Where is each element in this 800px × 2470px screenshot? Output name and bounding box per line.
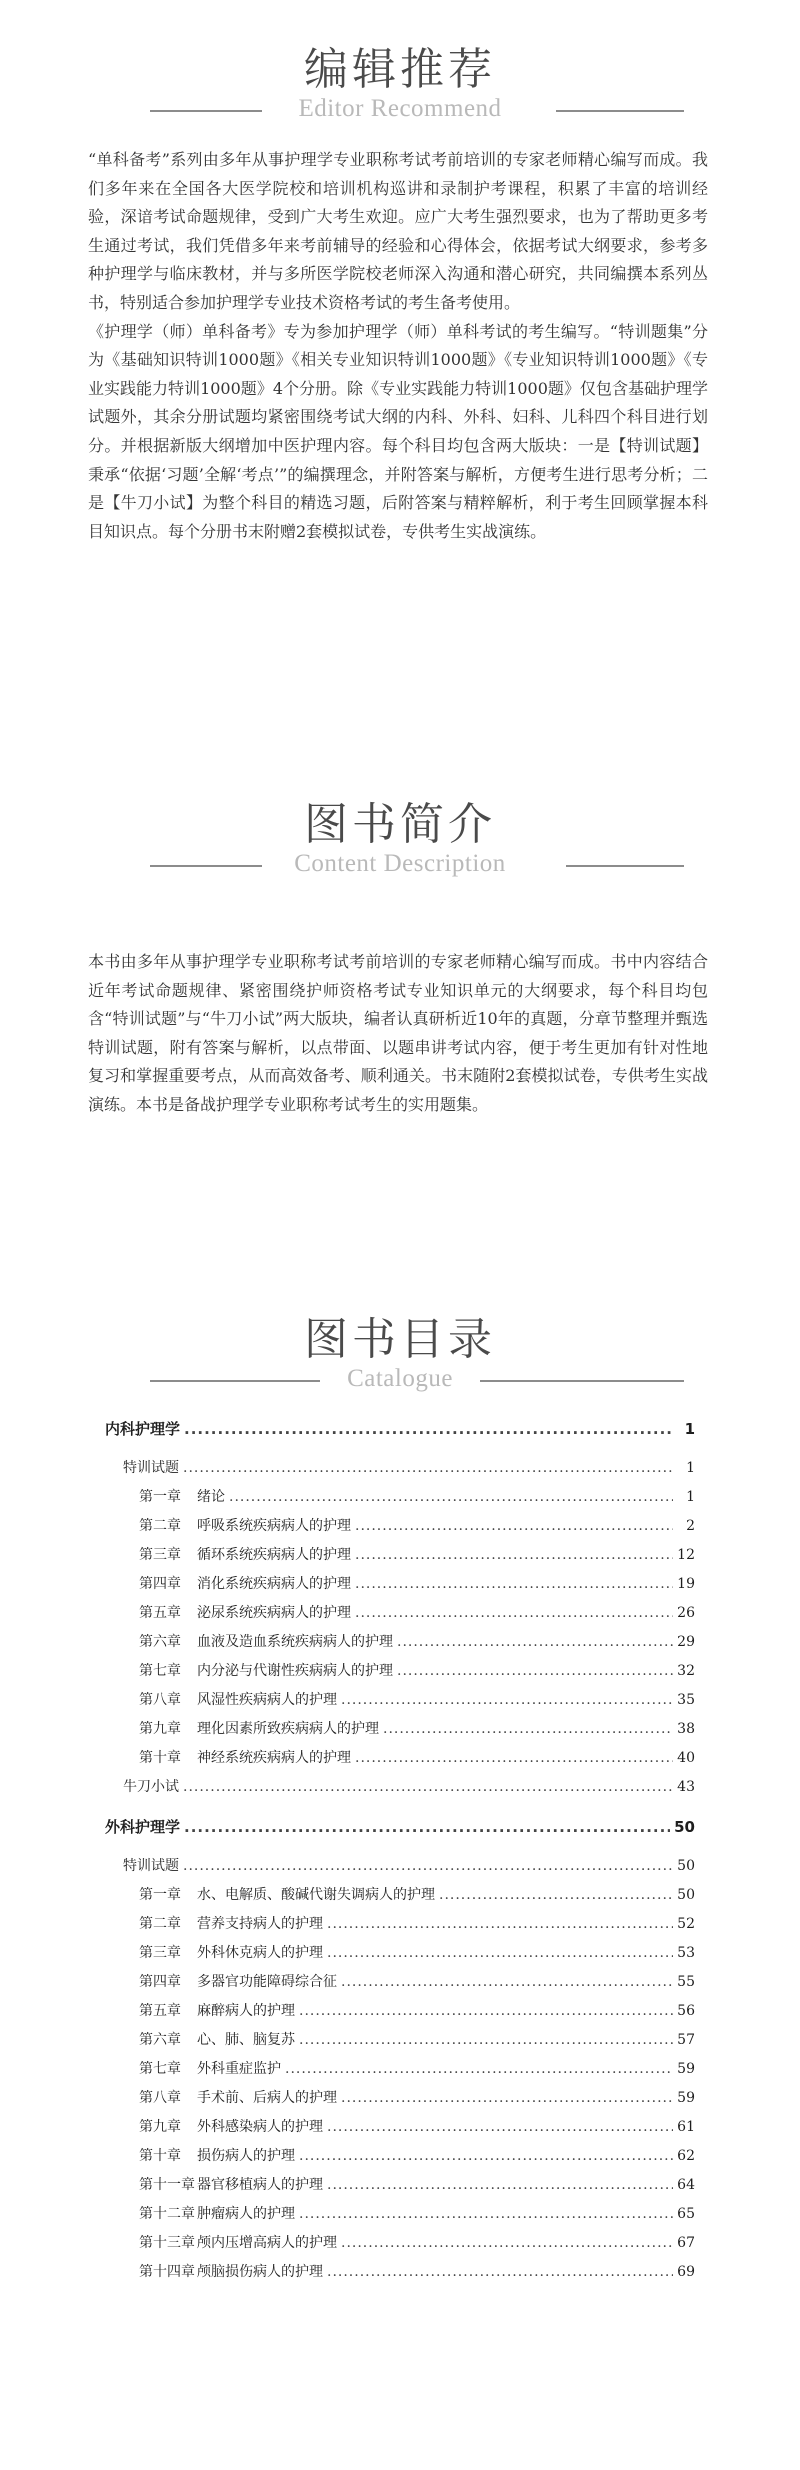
toc-chapter[interactable] xyxy=(105,1657,695,1686)
toc-chapter[interactable] xyxy=(105,1686,695,1715)
toc-page-number: 26 xyxy=(677,1605,695,1621)
toc-page-number: 55 xyxy=(677,1974,695,1990)
toc-chapter-number: 第七章 xyxy=(139,2061,181,2077)
toc-chapter-number: 第十一章 xyxy=(139,2177,195,2193)
toc-chapter[interactable] xyxy=(105,1541,695,1570)
toc-page-number: 50 xyxy=(674,1818,695,1836)
toc-leader xyxy=(183,1773,673,1802)
divider-line-right xyxy=(566,865,684,867)
toc-chapter-title: 循环系统疾病病人的护理 xyxy=(197,1547,351,1563)
toc-chapter-number: 第十章 xyxy=(139,1750,181,1766)
toc-chapter[interactable] xyxy=(105,1997,695,2026)
toc-chapter-number: 第二章 xyxy=(139,1916,181,1932)
editor-recommend-title: 编辑推荐 xyxy=(304,44,496,95)
content-paragraph: 本书由多年从事护理学专业职称考试考前培训的专家老师精心编写而成。书中内容结合近年考试命题规律、紧密围绕护师资格考试专业知识单元的大纲要求，每个科目均包含“特训试题”与“牛刀小试”两大版块，编者认真研析近10年的真题，分章节整理并甄选特训试题，附有答案与解析，以点带面、以题串讲考试内容，便于考生更加有针对性地复习和掌握重要考点，从而高效备考、顺利通关。书末随附2套模拟试卷，专供考生实战演练。本书是备战护理学专业职称考试考生的实用题集。 xyxy=(88,952,708,1114)
toc-leader xyxy=(327,1910,673,1939)
editor-recommend-header xyxy=(0,40,800,150)
toc-section[interactable] xyxy=(105,1454,695,1483)
toc-leader xyxy=(327,2258,673,2287)
toc-chapter-title: 理化因素所致疾病病人的护理 xyxy=(197,1721,379,1737)
toc-leader xyxy=(383,1715,673,1744)
toc-chapter-number: 第一章 xyxy=(139,1489,181,1505)
toc-chapter-number: 第八章 xyxy=(139,2090,181,2106)
toc-chapter[interactable] xyxy=(105,2229,695,2258)
toc-page-number: 50 xyxy=(677,1887,695,1903)
toc-leader xyxy=(299,2142,673,2171)
toc-chapter-title: 外科重症监护 xyxy=(197,2061,281,2077)
toc-chapter-title: 手术前、后病人的护理 xyxy=(197,2090,337,2106)
toc-chapter[interactable] xyxy=(105,2171,695,2200)
toc-page-number: 62 xyxy=(677,2148,695,2164)
toc-leader xyxy=(285,2055,673,2084)
toc-page-number: 35 xyxy=(677,1692,695,1708)
toc-page-number: 59 xyxy=(677,2090,695,2106)
toc-chapter-title: 器官移植病人的护理 xyxy=(197,2177,323,2193)
toc-chapter-title: 损伤病人的护理 xyxy=(197,2148,295,2164)
toc-chapter[interactable] xyxy=(105,1570,695,1599)
toc-chapter[interactable] xyxy=(105,1968,695,1997)
toc-chapter[interactable] xyxy=(105,2055,695,2084)
toc-chapter-number: 第九章 xyxy=(139,1721,181,1737)
toc-leader xyxy=(355,1541,673,1570)
toc-chapter-title: 颅内压增高病人的护理 xyxy=(197,2235,337,2251)
toc-leader xyxy=(327,2171,673,2200)
toc-chapter[interactable] xyxy=(105,1599,695,1628)
toc-leader xyxy=(355,1512,673,1541)
toc-chapter-title: 神经系统疾病病人的护理 xyxy=(197,1750,351,1766)
toc-chapter-title: 心、肺、脑复苏 xyxy=(197,2032,295,2048)
toc-chapter-number: 第十四章 xyxy=(139,2264,195,2280)
toc-chapter[interactable] xyxy=(105,1910,695,1939)
toc-chapter[interactable] xyxy=(105,1939,695,1968)
toc-page-number: 40 xyxy=(677,1750,695,1766)
toc-page-number: 64 xyxy=(677,2177,695,2193)
toc-page-number: 67 xyxy=(677,2235,695,2251)
toc-chapter[interactable] xyxy=(105,2026,695,2055)
toc-chapter[interactable] xyxy=(105,1483,695,1512)
toc-chapter-title: 营养支持病人的护理 xyxy=(197,1916,323,1932)
toc-page-number: 32 xyxy=(677,1663,695,1679)
toc-chapter-number: 第四章 xyxy=(139,1576,181,1592)
toc-chapter[interactable] xyxy=(105,2200,695,2229)
toc-chapter-number: 第十章 xyxy=(139,2148,181,2164)
toc-chapter-title: 血液及造血系统疾病病人的护理 xyxy=(197,1634,393,1650)
toc-page-number: 52 xyxy=(677,1916,695,1932)
toc-chapter[interactable] xyxy=(105,1512,695,1541)
toc-page-number: 57 xyxy=(677,2032,695,2048)
toc-chapter-number: 第十三章 xyxy=(139,2235,195,2251)
toc-chapter[interactable] xyxy=(105,2084,695,2113)
toc-section[interactable] xyxy=(105,1773,695,1802)
divider-line-left xyxy=(150,865,262,867)
toc-chapter-title: 颅脑损伤病人的护理 xyxy=(197,2264,323,2280)
toc-chapter-number: 第一章 xyxy=(139,1887,181,1903)
table-of-contents xyxy=(105,1412,695,2287)
toc-page-number: 1 xyxy=(684,1420,695,1438)
content-description-title: 图书简介 xyxy=(304,799,496,850)
editor-recommend-body xyxy=(88,146,708,546)
toc-chapter-title: 呼吸系统疾病病人的护理 xyxy=(197,1518,351,1534)
toc-chapter[interactable] xyxy=(105,2142,695,2171)
toc-page-number: 19 xyxy=(677,1576,695,1592)
toc-chapter[interactable] xyxy=(105,2258,695,2287)
toc-part-title: 内科护理学 xyxy=(105,1420,181,1438)
toc-page-number: 53 xyxy=(677,1945,695,1961)
toc-leader xyxy=(183,1852,673,1881)
toc-page-number: 1 xyxy=(686,1460,695,1476)
toc-leader xyxy=(229,1483,673,1512)
toc-chapter-title: 风湿性疾病病人的护理 xyxy=(197,1692,337,1708)
toc-section-title: 牛刀小试 xyxy=(123,1779,179,1795)
toc-leader xyxy=(355,1599,673,1628)
toc-chapter-title: 内分泌与代谢性疾病病人的护理 xyxy=(197,1663,393,1679)
toc-chapter-number: 第五章 xyxy=(139,2003,181,2019)
divider-line-left xyxy=(150,110,262,112)
content-description-header xyxy=(0,795,800,905)
toc-chapter-title: 消化系统疾病病人的护理 xyxy=(197,1576,351,1592)
toc-chapter[interactable] xyxy=(105,1744,695,1773)
toc-leader xyxy=(397,1657,673,1686)
content-description-subtitle: Content Description xyxy=(294,850,506,877)
toc-page-number: 29 xyxy=(677,1634,695,1650)
catalogue-subtitle: Catalogue xyxy=(347,1365,453,1392)
editor-recommend-subtitle: Editor Recommend xyxy=(298,95,502,122)
toc-section-title: 特训试题 xyxy=(123,1858,179,1874)
toc-chapter-number: 第九章 xyxy=(139,2119,181,2135)
toc-page-number: 61 xyxy=(677,2119,695,2135)
toc-chapter-number: 第六章 xyxy=(139,2032,181,2048)
toc-chapter-number: 第三章 xyxy=(139,1945,181,1961)
toc-leader xyxy=(341,1968,673,1997)
catalogue-header xyxy=(0,1310,800,1420)
toc-page-number: 43 xyxy=(677,1779,695,1795)
toc-chapter[interactable] xyxy=(105,1881,695,1910)
toc-chapter-number: 第六章 xyxy=(139,1634,181,1650)
editor-paragraph: “单科备考”系列由多年从事护理学专业职称考试考前培训的专家老师精心编写而成。我们多年来在全国各大医学院校和培训机构巡讲和录制护考课程，积累了丰富的培训经验，深谙考试命题规律，受到广大考生欢迎。应广大考生强烈要求，也为了帮助更多考生通过考试，我们凭借多年来考前辅导的经验和心得体会，依据考试大纲要求，参考多种护理学与临床教材，并与多所医学院校老师深入沟通和潜心研究，共同编撰本系列丛书，特别适合参加护理学专业技术资格考试的考生备考使用。 xyxy=(88,150,708,312)
toc-chapter-title: 外科休克病人的护理 xyxy=(197,1945,323,1961)
toc-chapter-number: 第七章 xyxy=(139,1663,181,1679)
toc-page-number: 50 xyxy=(677,1858,695,1874)
divider-line-right xyxy=(556,110,684,112)
catalogue-title: 图书目录 xyxy=(304,1314,496,1365)
toc-page-number: 56 xyxy=(677,2003,695,2019)
divider-line-right xyxy=(480,1380,684,1382)
toc-chapter-number: 第三章 xyxy=(139,1547,181,1563)
toc-page-number: 12 xyxy=(677,1547,695,1563)
toc-chapter-title: 水、电解质、酸碱代谢失调病人的护理 xyxy=(197,1887,435,1903)
toc-page-number: 38 xyxy=(677,1721,695,1737)
toc-leader xyxy=(183,1454,673,1483)
toc-leader xyxy=(299,1997,673,2026)
toc-page-number: 69 xyxy=(677,2264,695,2280)
toc-chapter-number: 第八章 xyxy=(139,1692,181,1708)
toc-chapter-number: 第二章 xyxy=(139,1518,181,1534)
toc-page-number: 1 xyxy=(686,1489,695,1505)
toc-leader xyxy=(184,1810,670,1844)
toc-part[interactable] xyxy=(105,1810,695,1844)
toc-chapter[interactable] xyxy=(105,1715,695,1744)
toc-leader xyxy=(355,1744,673,1773)
toc-page-number: 2 xyxy=(686,1518,695,1534)
toc-chapter-title: 肿瘤病人的护理 xyxy=(197,2206,295,2222)
toc-leader xyxy=(341,2084,673,2113)
toc-part[interactable] xyxy=(105,1412,695,1446)
toc-leader xyxy=(355,1570,673,1599)
toc-page-number: 65 xyxy=(677,2206,695,2222)
toc-chapter-number: 第五章 xyxy=(139,1605,181,1621)
toc-leader xyxy=(299,2200,673,2229)
toc-leader xyxy=(397,1628,673,1657)
toc-part-title: 外科护理学 xyxy=(105,1818,181,1836)
toc-chapter-number: 第十二章 xyxy=(139,2206,195,2222)
toc-leader xyxy=(439,1881,673,1910)
toc-leader xyxy=(299,2026,673,2055)
toc-leader xyxy=(327,1939,673,1968)
toc-chapter-title: 泌尿系统疾病病人的护理 xyxy=(197,1605,351,1621)
toc-section[interactable] xyxy=(105,1852,695,1881)
toc-chapter-title: 外科感染病人的护理 xyxy=(197,2119,323,2135)
toc-page-number: 59 xyxy=(677,2061,695,2077)
editor-paragraph: 《护理学（师）单科备考》专为参加护理学（师）单科考试的考生编写。“特训题集”分为《基础知识特训1000题》《相关专业知识特训1000题》《专业知识特训1000题》《专业实践能力特训1000题》4个分册。除《专业实践能力特训1000题》仅包含基础护理学试题外，其余分册试题均紧密围绕考试大纲的内科、外科、妇科、儿科四个科目进行划分。并根据新版大纲增加中医护理内容。每个科目均包含两大版块：一是【特训试题】秉承“依据‘习题’全解‘考点’”的编撰理念，并附答案与解析，方便考生进行思考分析；二是【牛刀小试】为整个科目的精选习题，后附答案与精粹解析，利于考生回顾掌握本科目知识点。每个分册书末附赠2套模拟试卷，专供考生实战演练。 xyxy=(88,321,708,541)
toc-leader xyxy=(184,1412,673,1446)
toc-chapter-title: 麻醉病人的护理 xyxy=(197,2003,295,2019)
toc-leader xyxy=(327,2113,673,2142)
toc-leader xyxy=(341,1686,673,1715)
toc-chapter-number: 第四章 xyxy=(139,1974,181,1990)
toc-chapter[interactable] xyxy=(105,2113,695,2142)
toc-section-title: 特训试题 xyxy=(123,1460,179,1476)
toc-chapter[interactable] xyxy=(105,1628,695,1657)
toc-leader xyxy=(341,2229,673,2258)
toc-chapter-title: 绪论 xyxy=(197,1489,225,1505)
divider-line-left xyxy=(150,1380,320,1382)
toc-chapter-title: 多器官功能障碍综合征 xyxy=(197,1974,337,1990)
content-description-body xyxy=(88,948,708,1120)
